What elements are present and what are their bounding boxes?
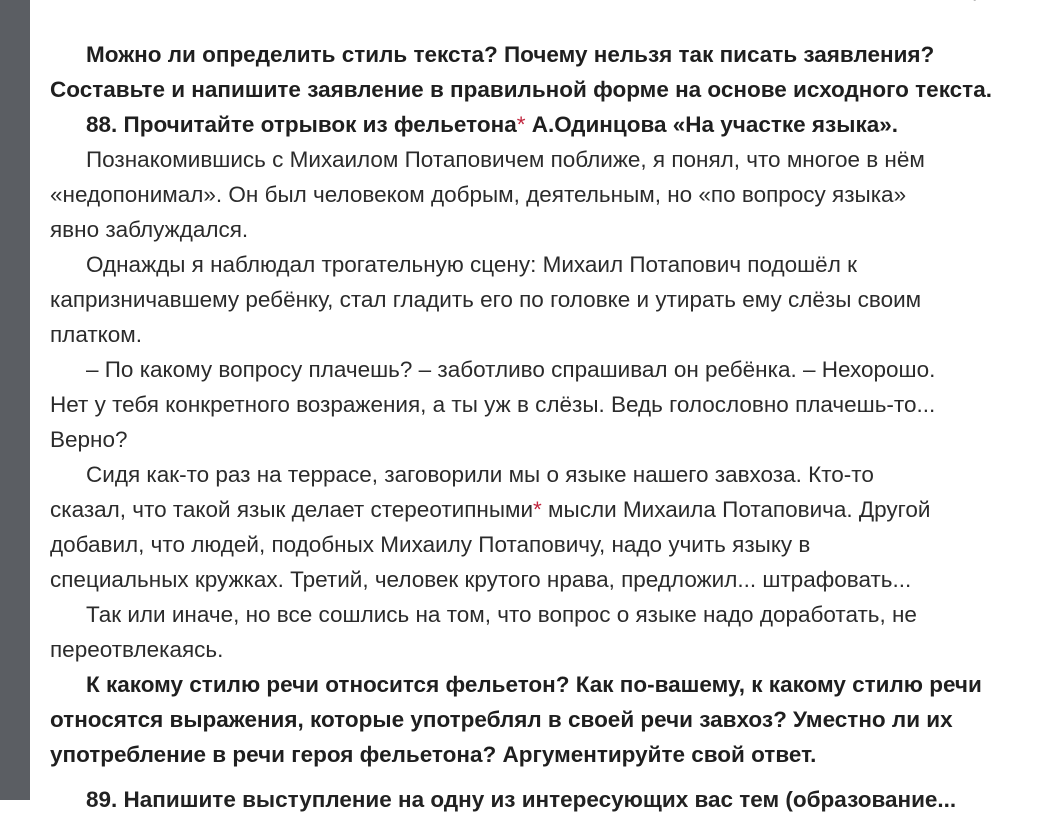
paragraph-3-line-1: – По какому вопросу плачешь? – заботливо спрашивал он ребёнка. – Нехорошо. — [86, 357, 936, 382]
task-89-partial: 89. Напишите выступление на одну из интересующих вас тем (образование... — [86, 787, 957, 812]
left-edge-bar — [0, 0, 30, 800]
question-style-line-1: Можно ли определить стиль текста? Почему нельзя так писать заявления? — [86, 42, 935, 67]
task-88-source: А.Одинцова «На участке языка». — [525, 112, 898, 137]
paragraph-4-line-2 — [50, 492, 1050, 527]
footnote-asterisk: * — [516, 112, 526, 137]
paragraph-3-line-2: Нет у тебя конкретного возражения, а ты уж в слёзы. Ведь голословно плачешь-то... — [50, 392, 936, 417]
paragraph-5-line-1: Так или иначе, но все сошлись на том, что вопрос о языке надо доработать, не — [86, 602, 917, 627]
paragraph-4-line-3: добавил, что людей, подобных Михаилу Потаповичу, надо учить языку в — [50, 532, 811, 557]
paragraph-5-line-2: переотвлекаясь. — [50, 637, 224, 662]
task-88-text: 88. Прочитайте отрывок из фельетона — [86, 112, 517, 137]
text-body — [50, 37, 1050, 772]
paragraph-4-line-4: специальных кружках. Третий, человек крутого нрава, предложил... штрафовать... — [50, 567, 912, 592]
paragraph-2-line-1: Однажды я наблюдал трогательную сцену: Михаил Потапович подошёл к — [86, 252, 857, 277]
paragraph-1-line-3: явно заблуждался. — [50, 217, 249, 242]
paragraph-2-line-2: капризничавшему ребёнку, стал гладить его по головке и утирать ему слёзы своим — [50, 287, 922, 312]
question-feuilleton-line-1: К какому стилю речи относится фельетон? Как по-вашему, к какому стилю речи — [86, 672, 982, 697]
paragraph-3-line-3: Верно? — [50, 427, 128, 452]
paragraph-4-line-2-end: мысли Михаила Потаповича. Другой — [541, 497, 931, 522]
paragraph-4-line-1: Сидя как-то раз на террасе, заговорили мы о языке нашего завхоза. Кто-то — [86, 462, 874, 487]
paragraph-1-line-2: «недопонимал». Он был человеком добрым, деятельным, но «по вопросу языка» — [50, 182, 907, 207]
top-cut-text — [905, 0, 1003, 2]
paragraph-2-line-3: платком. — [50, 322, 142, 347]
question-style-line-2: Составьте и напишите заявление в правильной форме на основе исходного текста. — [50, 77, 992, 102]
footnote-asterisk: * — [533, 497, 542, 522]
paragraph-4-line-2-start: сказал, что такой язык делает стереотипными — [50, 497, 534, 522]
question-feuilleton-line-3: употребление в речи героя фельетона? Аргументируйте свой ответ. — [50, 742, 817, 767]
paragraph-1-line-1: Познакомившись с Михаилом Потаповичем поближе, я понял, что многое в нём — [86, 147, 925, 172]
question-feuilleton-line-2: относятся выражения, которые употреблял в своей речи завхоз? Уместно ли их — [50, 707, 953, 732]
task-88-heading — [50, 107, 1050, 142]
